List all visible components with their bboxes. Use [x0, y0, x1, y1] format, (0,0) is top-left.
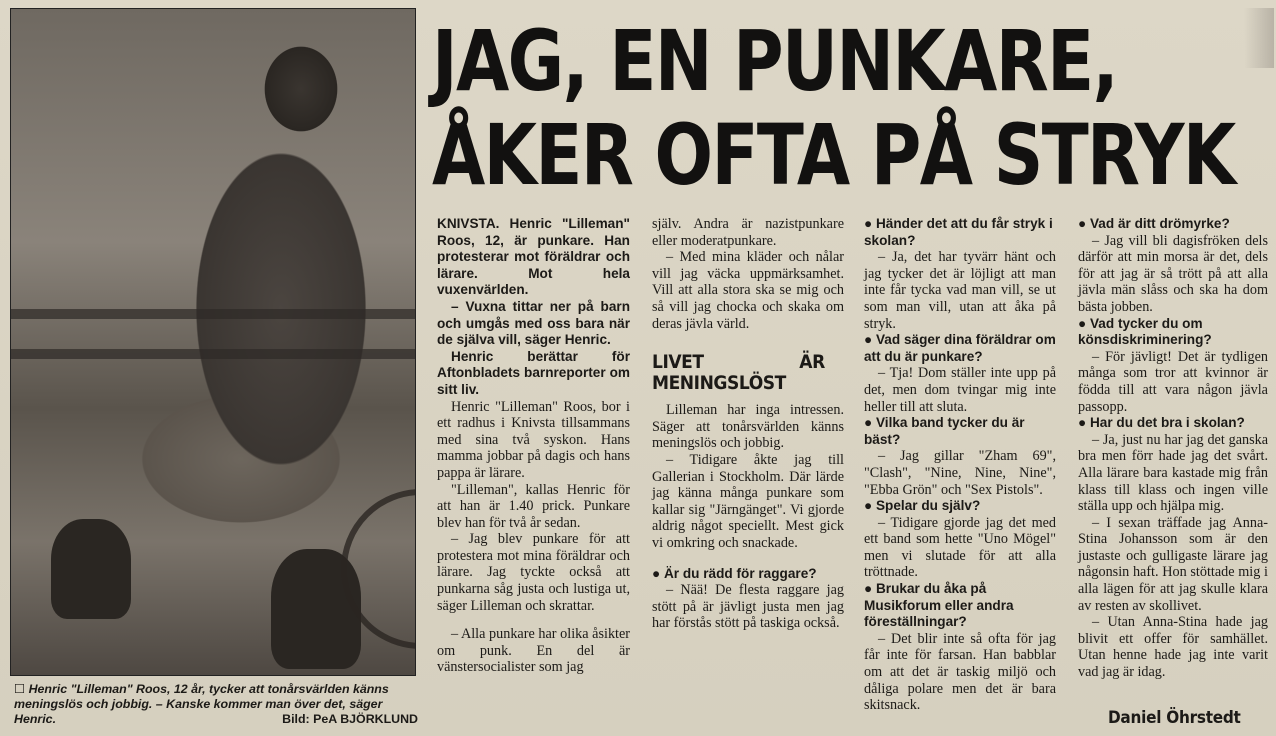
interview-answer: – Ja, det har tyvärr hänt och jag tycker det är löjligt att man inte får tycka vad man vill, se ut som man vill, utan att åka på stryk.: [864, 249, 1056, 332]
interview-question: ● Händer det att du får stryk i skolan?: [864, 216, 1053, 248]
interview-question: ● Har du det bra i skolan?: [1078, 415, 1245, 431]
article-column-3: [864, 216, 1056, 714]
interview-answer: – Tidigare gjorde jag det med ett band som hette "Uno Mögel" men vi slutade för att alla tröttnade.: [864, 514, 1056, 581]
interview-question: ● Brukar du åka på Musikforum eller andra föreställningar?: [864, 581, 1014, 630]
intro-quote: – Vuxna tittar ner på barn och umgås med oss bara när de själva vill, säger Henric.: [437, 298, 630, 348]
photo-caption: [14, 682, 418, 727]
headline-line-2: ÅKER OFTA PÅ STRYK: [432, 106, 1235, 204]
intro-paragraph: Henric berättar för Aftonbladets barnreporter om sitt liv.: [437, 348, 630, 397]
interview-question: ● Spelar du själv?: [864, 498, 981, 514]
interview-answer: – Jag vill bli dagisfröken dels därför att min morsa är det, dels för att jag är så trött på att alla jävla män slåss och ska ha dom bästa jobben.: [1078, 232, 1268, 315]
interview-answer: – Tja! Dom ställer inte upp på det, men dom tvingar mig inte heller till att sluta.: [864, 365, 1056, 415]
body-paragraph: – Alla punkare har olika åsikter om punk. En del är vänstersocialister som jag: [437, 626, 630, 676]
body-paragraph: – Med mina kläder och nålar vill jag väcka uppmärksamhet. Vill att alla stora ska se mig och så vill jag chocka och skaka om deras jävla värld.: [652, 249, 844, 332]
interview-question: ● Vad är ditt drömyrke?: [1078, 216, 1230, 231]
interview-answer: – För jävligt! Det är tydligen många som tror att kvinnor är födda till att vara någon jävla passopp.: [1078, 348, 1268, 415]
photo-credit: Bild: PeA BJÖRKLUND: [282, 712, 418, 726]
caption-marker: ☐: [14, 682, 26, 696]
article-column-1: [437, 216, 630, 676]
interview-question: ● Vad säger dina föräldrar om att du är punkare?: [864, 332, 1056, 364]
interview-answer: – Ja, just nu har jag det ganska bra men förr hade jag det svårt. Alla lärare bara kastade mig från klass till klass och ingen ville ställa upp och hjälpa mig.: [1078, 431, 1268, 515]
article-column-4: [1078, 216, 1268, 681]
body-paragraph: "Lilleman", kallas Henric för att han är 1.40 prick. Punkare blev han för två år sedan.: [437, 481, 630, 531]
photo-railing: [11, 309, 416, 319]
author-byline: Daniel Öhrstedt: [1108, 708, 1241, 728]
interview-answer: – Nää! De flesta raggare jag stött på är jävligt justa men jag har förstås stött på taskiga också.: [652, 582, 844, 632]
headline: [432, 12, 1235, 204]
body-paragraph: – Jag blev punkare för att protestera mot mina föräldrar och lärare. Jag tyckte också att punkarna såg justa och lustiga ut, säger Lilleman och skrattar.: [437, 531, 630, 614]
interview-question: ● Är du rädd för raggare?: [652, 565, 817, 581]
interview-answer: – Jag gillar "Zham 69", "Clash", "Nine, Nine, Nine", "Ebba Grön" och "Sex Pistols".: [864, 448, 1056, 498]
interview-question: ● Vilka band tycker du är bäst?: [864, 415, 1025, 447]
headline-line-1: JAG, EN PUNKARE,: [432, 12, 1118, 110]
interview-question: ● Vad tycker du om könsdiskriminering?: [1078, 315, 1212, 348]
photo-henric: [10, 8, 416, 676]
body-paragraph: själv. Andra är nazistpunkare eller moderatpunkare.: [652, 216, 844, 249]
body-paragraph: Lilleman har inga intressen. Säger att tonårsvärlden känns meningslös och jobbig.: [652, 402, 844, 452]
photo-boot: [51, 519, 131, 619]
body-paragraph: – Tidigare åkte jag till Gallerian i Stockholm. Där lärde jag känna många punkare som kallar sig "Järngänget". Vi gjorde aldrig något speciellt. Mest gick vi omkring och snackade.: [652, 451, 844, 551]
body-paragraph: Henric "Lilleman" Roos, bor i ett radhus i Knivsta tillsammans med sina två syskon. Hans mamma jobbar på dagis och hans pappa är lärare.: [437, 398, 630, 481]
intro-paragraph: KNIVSTA. Henric "Lilleman" Roos, 12, är punkare. Han protesterar mot föräldrar och lärare. Mot hela vuxenvärlden.: [437, 216, 630, 298]
photo-railing: [11, 349, 416, 359]
article-column-2: [652, 216, 844, 632]
subheading: LIVET ÄR MENINGSLÖST: [652, 351, 825, 395]
interview-answer: – Det blir inte så ofta för jag får inte för farsan. Han babblar om att det är taskig miljö och dåliga polare men det är bara skitsnack.: [864, 630, 1056, 714]
adjacent-page-edge: [1244, 8, 1274, 68]
caption-text: Henric "Lilleman" Roos, 12 år, tycker att tonårsvärlden känns meningslös och jobbig. – Kanske kommer man över det, säger Henric.: [14, 682, 389, 726]
interview-answer: – I sexan träffade jag Anna-Stina Johansson som är den justaste och gulligaste lärare jag någonsin haft. Hon stöttade mig i alla lägen för att jag skulle klara av resten av skollivet.: [1078, 514, 1268, 614]
interview-answer: – Utan Anna-Stina hade jag blivit ett offer för samhället. Utan henne hade jag inte varit vad jag är idag.: [1078, 614, 1268, 681]
